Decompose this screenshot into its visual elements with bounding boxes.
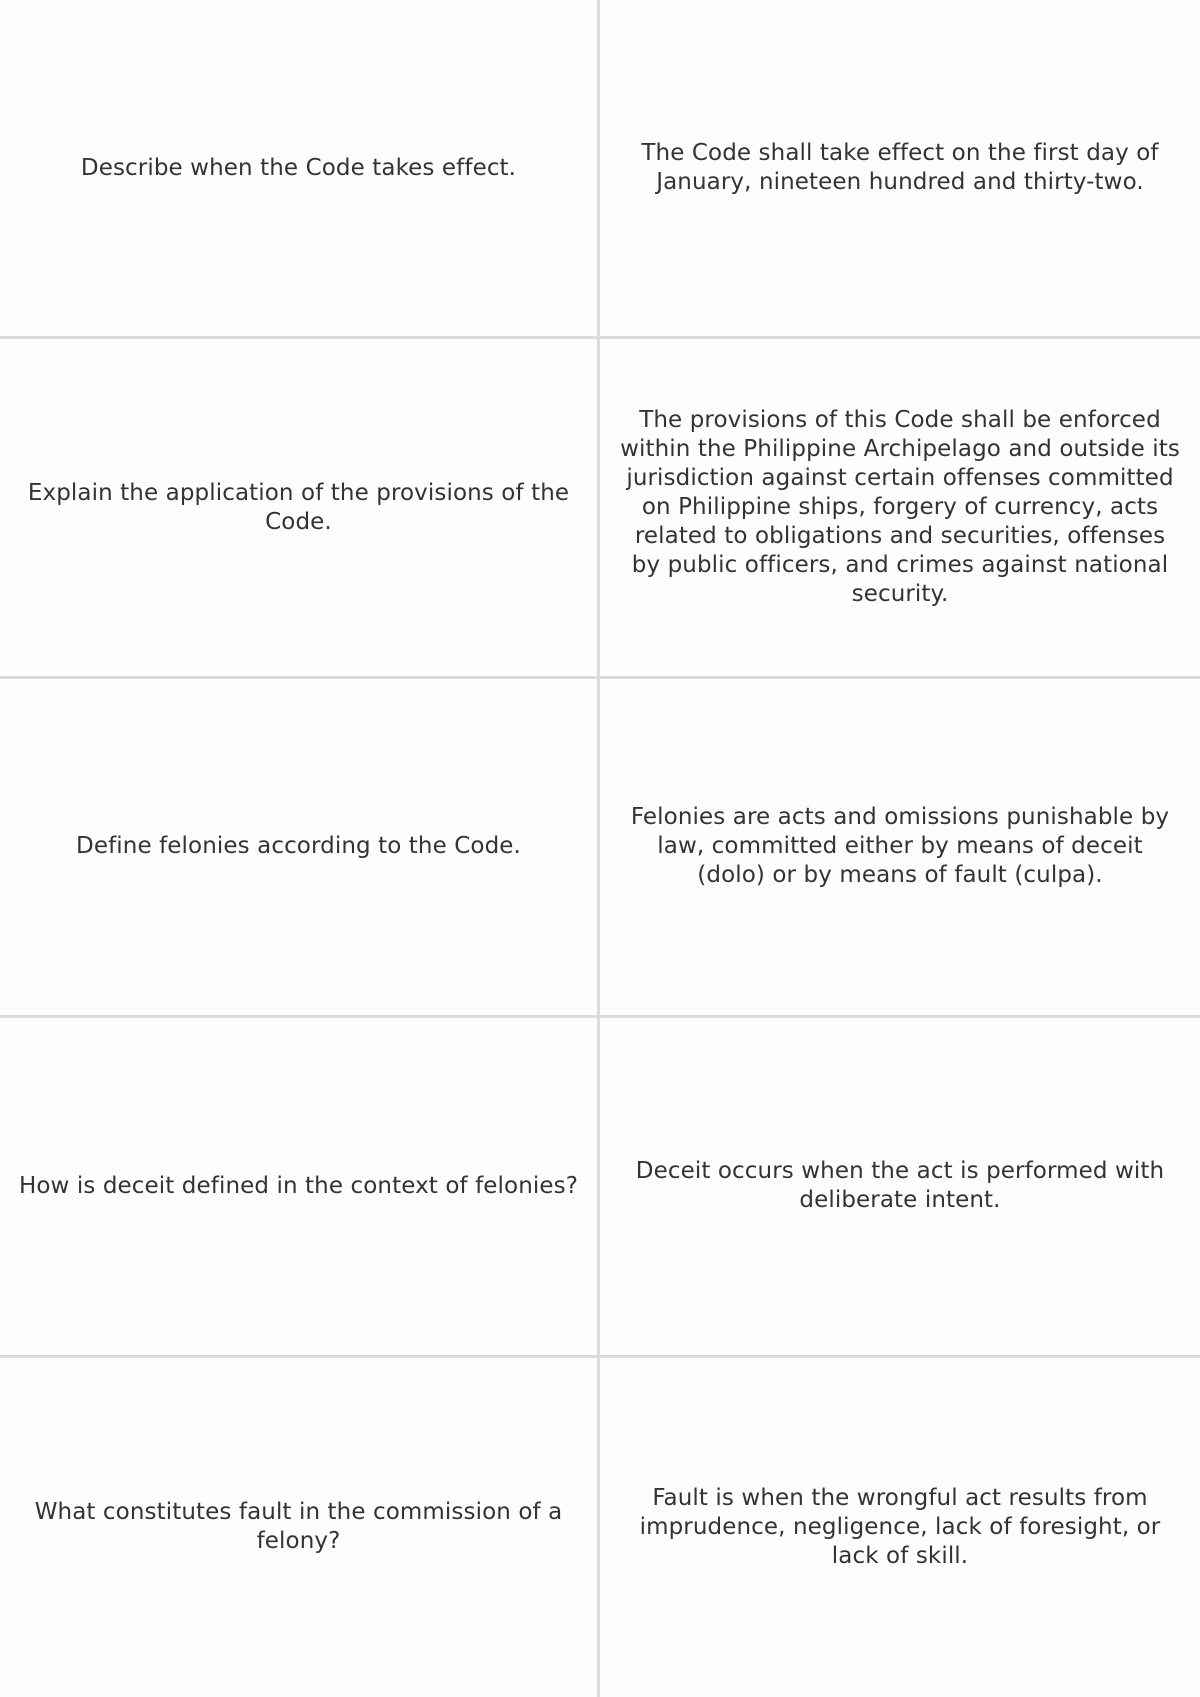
- term-text: Define felonies according to the Code.: [76, 833, 521, 860]
- flashcard-term-1: [0, 0, 600, 339]
- definition-text: Fault is when the wrongful act results from imprudence, negligence, lack of foresight, or lack of skill.: [639, 1484, 1161, 1569]
- term-text: How is deceit defined in the context of felonies?: [18, 1172, 579, 1199]
- flashcard-term-5: [0, 1358, 600, 1697]
- term-text: What constitutes fault in the commission of a felony?: [34, 1499, 563, 1555]
- term-text: Explain the application of the provisions of the Code.: [27, 479, 570, 535]
- flashcard-definition-3: [600, 679, 1200, 1018]
- flashcard-definition-1: [600, 0, 1200, 339]
- flashcard-definition-4: [600, 1018, 1200, 1357]
- definition-text: The provisions of this Code shall be enforced within the Philippine Archipelago and outside its jurisdiction against certain offenses committed on Philippine ships, forgery of currency, acts related to obligations and securities, offenses by public officers, and crimes against national security.: [620, 407, 1180, 608]
- term-text: Describe when the Code takes effect.: [80, 154, 517, 181]
- flashcard-term-4: [0, 1018, 600, 1357]
- flashcard-definition-5: [600, 1358, 1200, 1697]
- definition-text: Felonies are acts and omissions punishable by law, committed either by means of deceit (dolo) or by means of fault (culpa).: [630, 804, 1170, 889]
- flashcard-term-3: [0, 679, 600, 1018]
- flashcard-definition-2: [600, 339, 1200, 678]
- definition-text: The Code shall take effect on the first day of January, nineteen hundred and thirty-two.: [641, 140, 1159, 196]
- flashcard-term-2: [0, 339, 600, 678]
- definition-text: Deceit occurs when the act is performed with deliberate intent.: [635, 1158, 1165, 1214]
